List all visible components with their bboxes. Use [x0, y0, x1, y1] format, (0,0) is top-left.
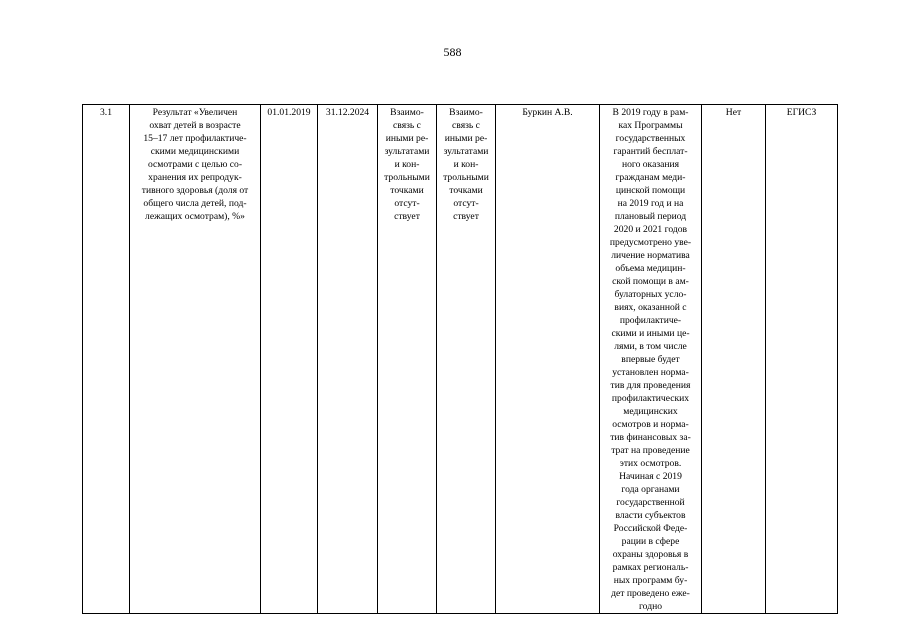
table-row	[83, 105, 838, 614]
cell-responsible	[496, 105, 600, 614]
row-number: 3.1	[100, 107, 112, 118]
responsible-person: Буркин А.В.	[522, 107, 573, 118]
page-number: 588	[443, 45, 462, 59]
cell-comment	[600, 105, 702, 614]
relation-results-text: Взаимо- связь с иными ре- зультатами и кон- трольными точками отсут- ствует	[384, 107, 430, 222]
relation-checkpoints-text: Взаимо- связь с иными ре- зультатами и кон- трольными точками отсут- ствует	[443, 107, 489, 222]
cell-relation-checkpoints	[437, 105, 496, 614]
start-date: 01.01.2019	[267, 107, 311, 118]
flag-text: Нет	[725, 107, 742, 118]
cell-number	[83, 105, 130, 614]
cell-result-title	[130, 105, 261, 614]
cell-relation-results	[378, 105, 437, 614]
plan-table	[82, 104, 838, 614]
result-title: Результат «Увеличен охват детей в возрасте 15–17 лет профилактиче- скими медицинскими осмотрами с целью со- хранения их репродук- тивного здоровья (доля от общего числа детей, под- лежащих осмотрам), %»	[141, 107, 249, 222]
cell-start-date	[261, 105, 318, 614]
system-text: ЕГИСЗ	[786, 107, 817, 118]
cell-end-date	[318, 105, 378, 614]
cell-flag	[702, 105, 766, 614]
cell-system	[766, 105, 838, 614]
end-date: 31.12.2024	[325, 107, 370, 118]
comment-text: В 2019 году в рам- ках Программы государственных гарантий бесплат- ного оказания гражданам меди- цинской помощи на 2019 год и на плановый период 2020 и 2021 годов предусмотрено уве- личение норматива объема медицин- ской помощи в ам- булаторных усло- виях, оказанной с профилактиче- скими и иными це- лями, в том числе впервые будет установлен норма- тив для проведения профилактических медицинских осмотров и норма- тив финансовых за- трат на проведение этих осмотров. Начиная с 2019 года органами государственной власти субъектов Российской Феде- рации в сфере охраны здоровья в рамках региональ- ных программ бу- дет проведено еже- годно	[609, 107, 692, 612]
